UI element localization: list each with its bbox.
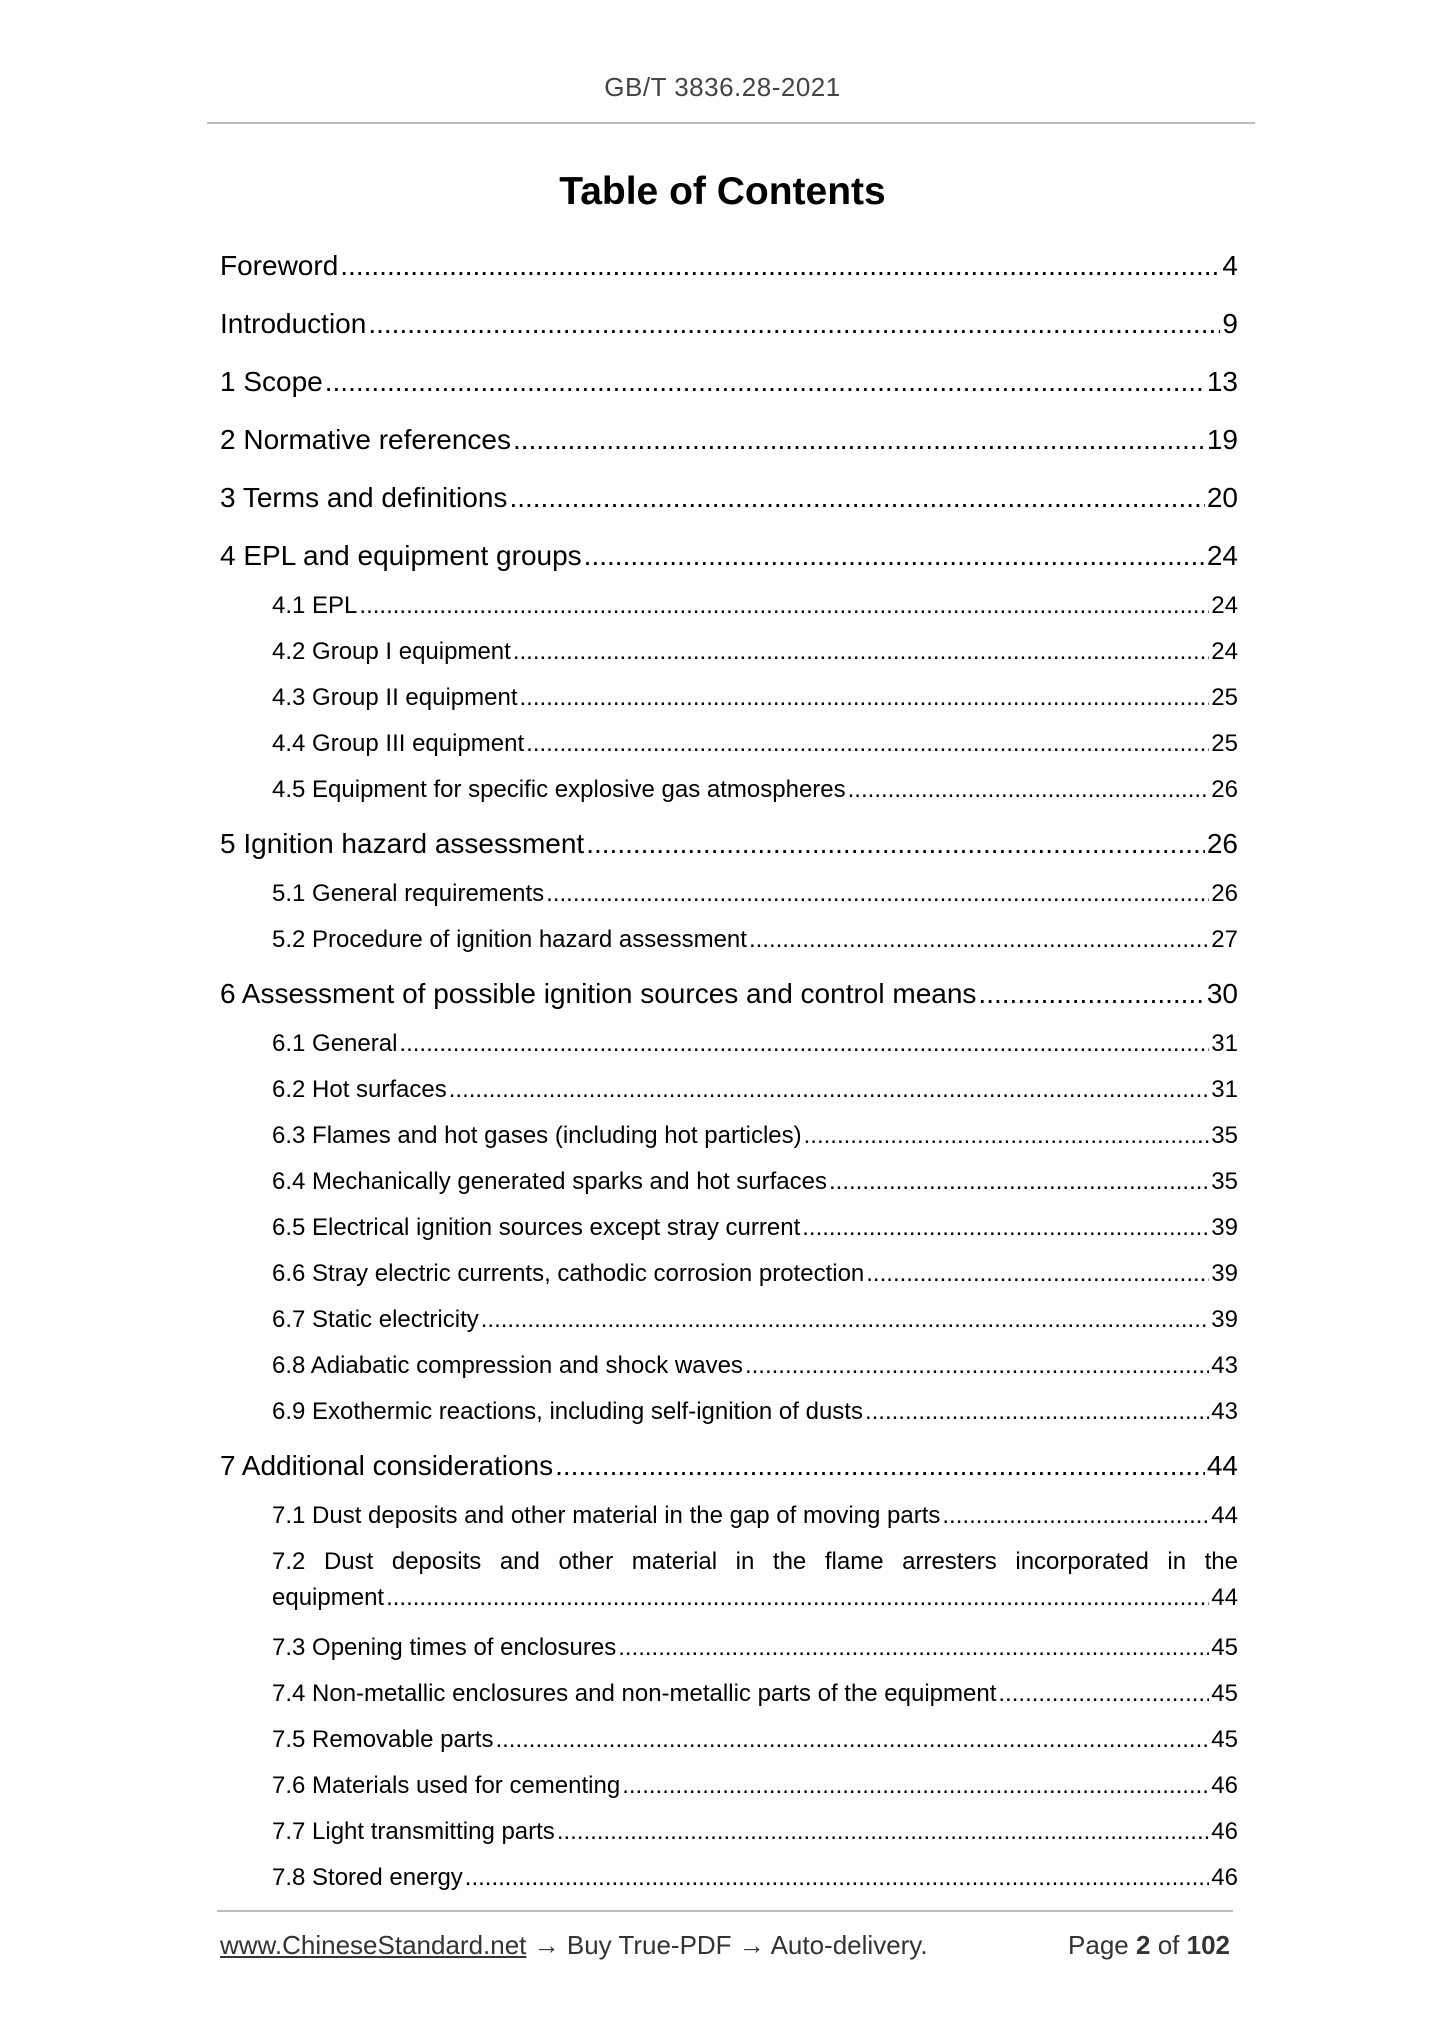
toc-entry-7-7[interactable] [272,1818,1238,1846]
toc-leader-dots [340,250,1220,282]
footer-divider [217,1910,1233,1912]
toc-entry-label: 4.1 EPL [272,592,358,619]
footer-promo-text: → Buy True-PDF → Auto-delivery. [526,1930,928,1960]
toc-entry-label: 6.1 General [272,1030,398,1057]
toc-page-number: 39 [1211,1306,1238,1333]
toc-entry-label: 6.9 Exothermic reactions, including self-ignition of dusts [272,1398,863,1425]
toc-page-number: 9 [1222,308,1238,339]
toc-entry-6-8[interactable] [272,1352,1238,1380]
toc-entry-label: Foreword [220,250,339,281]
toc-leader-dots [866,1260,1209,1288]
toc-entry-6-5[interactable] [272,1214,1238,1242]
toc-entry-label: 3 Terms and definitions [220,482,508,513]
toc-entry-label-continued: equipment [272,1584,385,1611]
toc-entry-label: 6 Assessment of possible ignition sources and control means [220,978,977,1009]
toc-page-number: 24 [1211,638,1238,665]
toc-entry-6-1[interactable] [272,1030,1238,1058]
toc-entry-label: 7.6 Materials used for cementing [272,1772,621,1799]
toc-entry-6-4[interactable] [272,1168,1238,1196]
toc-entry-7-4[interactable] [272,1680,1238,1708]
total-pages-number: 102 [1186,1930,1230,1960]
toc-entry-4-2[interactable] [272,638,1238,666]
toc-entry-label: 6.6 Stray electric currents, cathodic corrosion protection [272,1260,865,1287]
website-link[interactable]: www.ChineseStandard.net [220,1930,527,1960]
toc-entry-label: Introduction [220,308,367,339]
toc-leader-dots [359,592,1209,620]
toc-entry-4-3[interactable] [272,684,1238,712]
toc-page-number: 24 [1211,592,1238,619]
toc-leader-dots [325,366,1205,398]
toc-page-number: 13 [1206,366,1238,397]
toc-leader-dots [449,1076,1210,1104]
toc-entry-label: 7.4 Non-metallic enclosures and non-metallic parts of the equipment [272,1680,997,1707]
toc-entry-label: 7.7 Light transmitting parts [272,1818,555,1845]
toc-entry-epl-equipment-groups[interactable] [220,540,1238,572]
toc-entry-label: 6.2 Hot surfaces [272,1076,447,1103]
toc-page-number: 46 [1211,1772,1238,1799]
toc-entry-label: 4.3 Group II equipment [272,684,518,711]
toc-page-number: 31 [1211,1076,1238,1103]
toc-leader-dots [519,684,1209,712]
toc-page-number: 26 [1211,776,1238,803]
toc-entry-label: 6.4 Mechanically generated sparks and hot surfaces [272,1168,827,1195]
toc-page-number: 44 [1206,1450,1238,1481]
toc-entry-label: 6.8 Adiabatic compression and shock waves [272,1352,743,1379]
toc-page-number: 31 [1211,1030,1238,1057]
toc-page-number: 30 [1206,978,1238,1009]
toc-entry-introduction[interactable] [220,308,1238,340]
toc-entry-additional-considerations[interactable] [220,1450,1238,1482]
toc-entry-label: 7.5 Removable parts [272,1726,494,1753]
toc-leader-dots [513,638,1209,666]
toc-entry-label: 7.8 Stored energy [272,1864,463,1891]
toc-page-number: 43 [1211,1352,1238,1379]
toc-leader-dots [399,1030,1209,1058]
toc-page-number: 35 [1211,1168,1238,1195]
toc-entry-4-5[interactable] [272,776,1238,804]
toc-leader-dots [526,730,1209,758]
toc-page-number: 25 [1211,684,1238,711]
toc-page-number: 46 [1211,1864,1238,1891]
toc-page-number: 24 [1206,540,1238,571]
page-label: Page [1068,1930,1129,1960]
document-id-header: GB/T 3836.28-2021 [604,72,841,102]
toc-page-number: 26 [1211,880,1238,907]
toc-entry-label: 5.2 Procedure of ignition hazard assessment [272,926,747,953]
page-of-label: of [1157,1930,1180,1960]
toc-entry-ignition-sources[interactable] [220,978,1238,1010]
toc-entry-4-4[interactable] [272,730,1238,758]
toc-entry-label: 7.3 Opening times of enclosures [272,1634,617,1661]
toc-leader-dots [368,308,1220,340]
toc-entry-label: 6.3 Flames and hot gases (including hot particles) [272,1122,802,1149]
toc-page-number: 4 [1222,250,1238,281]
toc-entry-7-8[interactable] [272,1864,1238,1892]
toc-entry-label: 4.4 Group III equipment [272,730,525,757]
toc-leader-dots [386,1584,1209,1612]
toc-entry-7-5[interactable] [272,1726,1238,1754]
toc-page-number: 20 [1206,482,1238,513]
toc-leader-dots [555,1450,1205,1482]
toc-entry-label: 2 Normative references [220,424,512,455]
toc-page-number: 45 [1211,1726,1238,1753]
toc-entry-label: 5 Ignition hazard assessment [220,828,585,859]
toc-entry-label: 4.2 Group I equipment [272,638,511,665]
toc-leader-dots [802,1214,1209,1242]
toc-page-number: 44 [1211,1584,1238,1611]
toc-leader-dots [942,1502,1209,1530]
toc-entry-5-1[interactable] [272,880,1238,908]
toc-entry-label: 4.5 Equipment for specific explosive gas atmospheres [272,776,846,803]
toc-entry-foreword[interactable] [220,250,1238,282]
toc-leader-dots [513,424,1205,456]
toc-entry-ignition-hazard-assessment[interactable] [220,828,1238,860]
toc-entry-label: 7 Additional considerations [220,1450,554,1481]
toc-page-number: 46 [1211,1818,1238,1845]
toc-leader-dots [481,1306,1210,1334]
toc-entry-5-2[interactable] [272,926,1238,954]
toc-entry-6-9[interactable] [272,1398,1238,1426]
toc-leader-dots [978,978,1204,1010]
toc-page-number: 19 [1206,424,1238,455]
toc-page-number: 25 [1211,730,1238,757]
toc-leader-dots [749,926,1209,954]
header-divider [207,122,1255,124]
toc-leader-dots [509,482,1204,514]
page-indicator [1068,1930,1230,1961]
toc-leader-dots [745,1352,1209,1380]
toc-page-number: 39 [1211,1260,1238,1287]
toc-leader-dots [584,540,1205,572]
toc-page-number: 35 [1211,1122,1238,1149]
toc-entry-7-6[interactable] [272,1772,1238,1800]
toc-page-number: 44 [1211,1502,1238,1529]
toc-entry-6-3[interactable] [272,1122,1238,1150]
toc-leader-dots [557,1818,1209,1846]
toc-leader-dots [618,1634,1209,1662]
toc-entry-label: 4 EPL and equipment groups [220,540,582,571]
toc-entry-scope[interactable] [220,366,1238,398]
toc-leader-dots [622,1772,1209,1800]
toc-entry-label: 5.1 General requirements [272,880,545,907]
toc-entry-label: 6.7 Static electricity [272,1306,479,1333]
toc-leader-dots [829,1168,1209,1196]
toc-entry-label: 7.2 Dust deposits and other material in the flame arresters incorporated in the [272,1548,1238,1575]
toc-entry-6-7[interactable] [272,1306,1238,1334]
page-title: Table of Contents [559,170,886,213]
footer-promo [220,1930,928,1961]
toc-leader-dots [865,1398,1209,1426]
toc-page-number: 43 [1211,1398,1238,1425]
toc-entry-label: 6.5 Electrical ignition sources except stray current [272,1214,801,1241]
toc-entry-7-2[interactable] [272,1548,1238,1612]
toc-page-number: 26 [1206,828,1238,859]
toc-page-number: 27 [1211,926,1238,953]
toc-leader-dots [586,828,1205,860]
toc-leader-dots [804,1122,1210,1150]
toc-entry-label: 1 Scope [220,366,323,397]
toc-page-number: 45 [1211,1634,1238,1661]
toc-leader-dots [998,1680,1209,1708]
toc-entry-7-1[interactable] [272,1502,1238,1530]
toc-leader-dots [848,776,1210,804]
toc-leader-dots [465,1864,1210,1892]
toc-leader-dots [546,880,1209,908]
toc-page-number: 45 [1211,1680,1238,1707]
toc-leader-dots [495,1726,1209,1754]
toc-entry-terms-definitions[interactable] [220,482,1238,514]
toc-entry-6-6[interactable] [272,1260,1238,1288]
toc-page-number: 39 [1211,1214,1238,1241]
toc-entry-label: 7.1 Dust deposits and other material in the gap of moving parts [272,1502,941,1529]
toc-entry-7-3[interactable] [272,1634,1238,1662]
toc-entry-6-2[interactable] [272,1076,1238,1104]
current-page-number: 2 [1135,1930,1151,1960]
toc-entry-4-1[interactable] [272,592,1238,620]
toc-entry-normative-references[interactable] [220,424,1238,456]
